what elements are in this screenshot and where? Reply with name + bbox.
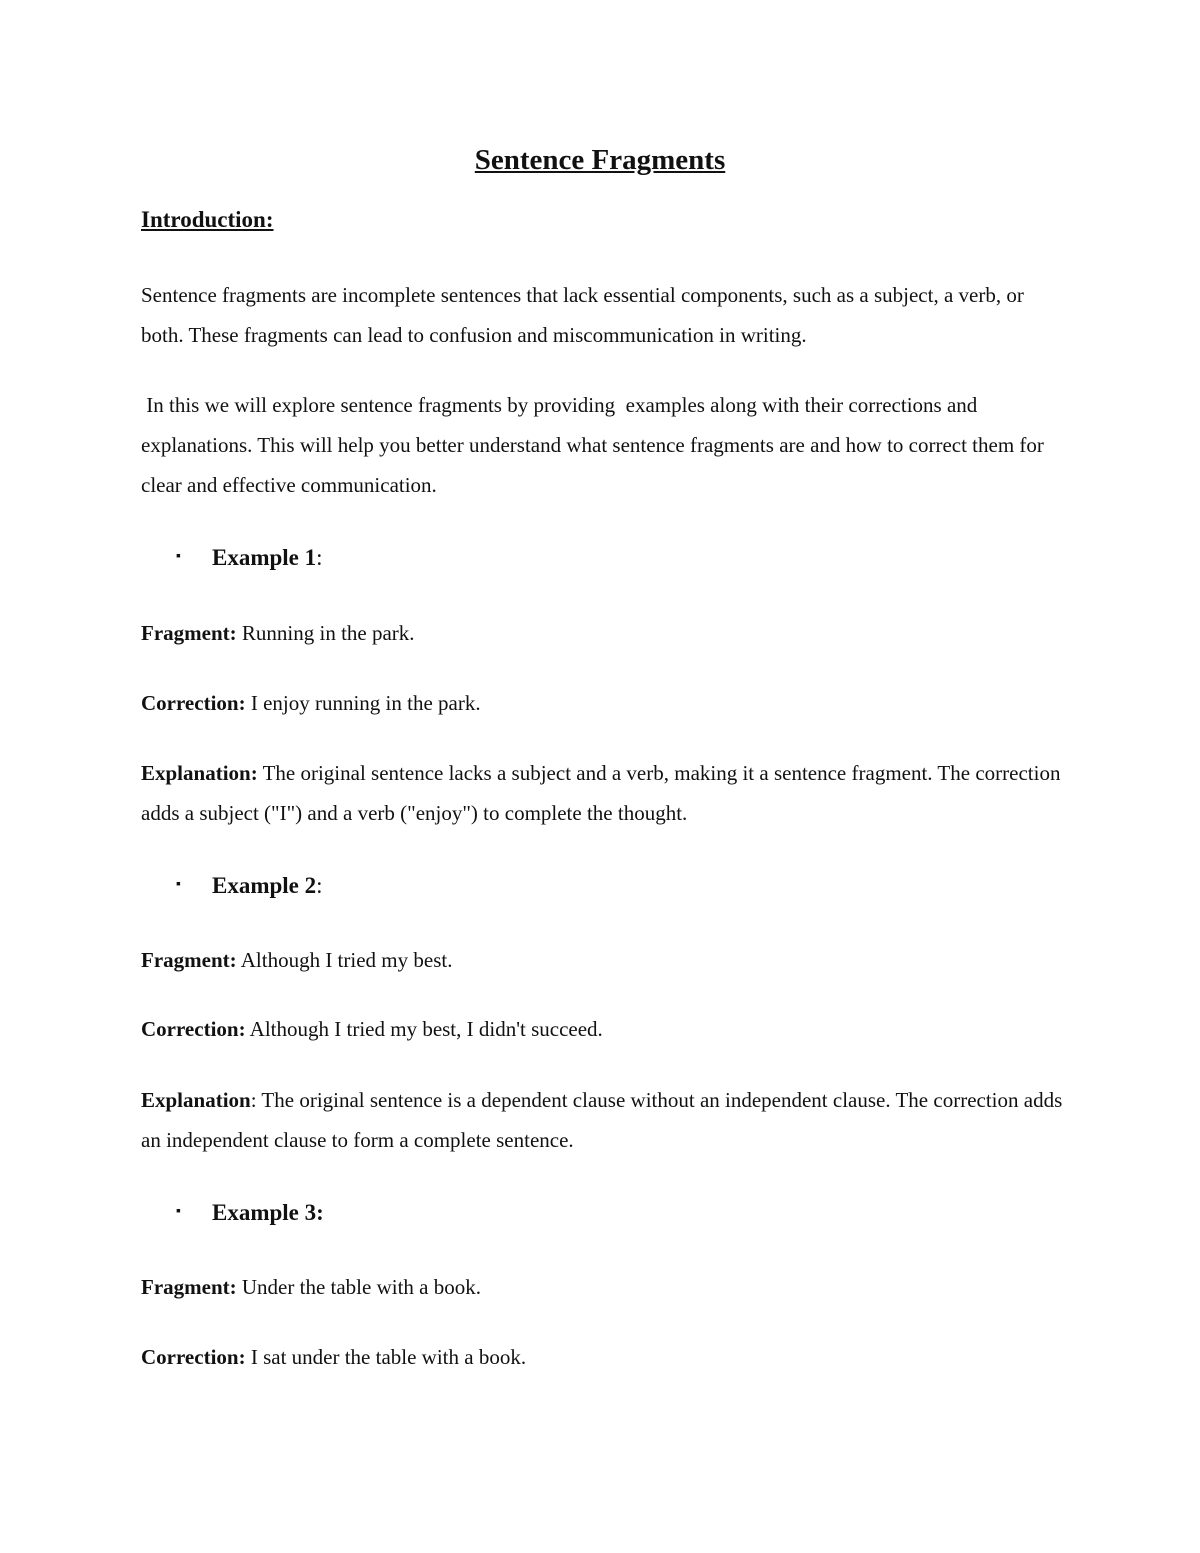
example-2-heading — [176, 866, 323, 908]
explanation-text: : The original sentence is a dependent clause without an independent clause. The correction adds an independent clause to form a complete sentence. — [141, 1088, 1063, 1152]
square-bullet-icon: ▪ — [176, 876, 181, 892]
example-3-correction — [141, 1337, 1071, 1377]
example-2-explanation — [141, 1080, 1071, 1160]
square-bullet-icon: ▪ — [176, 1203, 181, 1219]
explanation-text: The original sentence lacks a subject and a verb, making it a sentence fragment. The correction adds a subject ("I") and a verb ("enjoy") to complete the thought. — [141, 761, 1061, 825]
intro-paragraph-1: Sentence fragments are incomplete sentences that lack essential components, such as a subject, a verb, or both. These fragments can lead to confusion and miscommunication in writing. — [141, 283, 1024, 347]
example-colon: : — [316, 545, 323, 570]
fragment-text: Under the table with a book. — [236, 1275, 481, 1299]
example-3-fragment — [141, 1267, 1071, 1307]
example-label: Example 3: — [212, 1200, 324, 1225]
correction-label: Correction: — [141, 691, 246, 715]
correction-text: Although I tried my best, I didn't succeed. — [245, 1017, 603, 1041]
example-1-fragment — [141, 613, 1071, 653]
example-1-heading — [176, 538, 323, 580]
explanation-label: Explanation — [141, 1088, 251, 1112]
fragment-label: Fragment: — [141, 1275, 237, 1299]
correction-text: I sat under the table with a book. — [245, 1345, 527, 1369]
correction-label: Correction: — [141, 1017, 246, 1041]
fragment-label: Fragment: — [141, 948, 237, 972]
example-label: Example 2 — [212, 873, 317, 898]
example-1-correction — [141, 683, 1071, 723]
example-1-explanation — [141, 753, 1071, 833]
square-bullet-icon: ▪ — [176, 548, 181, 564]
correction-label: Correction: — [141, 1345, 246, 1369]
example-colon: : — [316, 873, 323, 898]
correction-text: I enjoy running in the park. — [245, 691, 481, 715]
example-label: Example 1 — [212, 545, 317, 570]
fragment-text: Although I tried my best. — [236, 948, 453, 972]
fragment-text: Running in the park. — [236, 621, 415, 645]
example-2-fragment — [141, 940, 1071, 980]
example-3-heading — [176, 1193, 324, 1235]
introduction-heading: Introduction: — [141, 207, 274, 232]
example-2-correction — [141, 1009, 1071, 1049]
fragment-label: Fragment: — [141, 621, 237, 645]
intro-paragraph-2: In this we will explore sentence fragments by providing examples along with their corrections and explanations. This will help you better understand what sentence fragments are and how to correct them for clear and effective communication. — [141, 393, 1050, 497]
explanation-label: Explanation: — [141, 761, 258, 785]
document-title: Sentence Fragments — [474, 144, 726, 176]
